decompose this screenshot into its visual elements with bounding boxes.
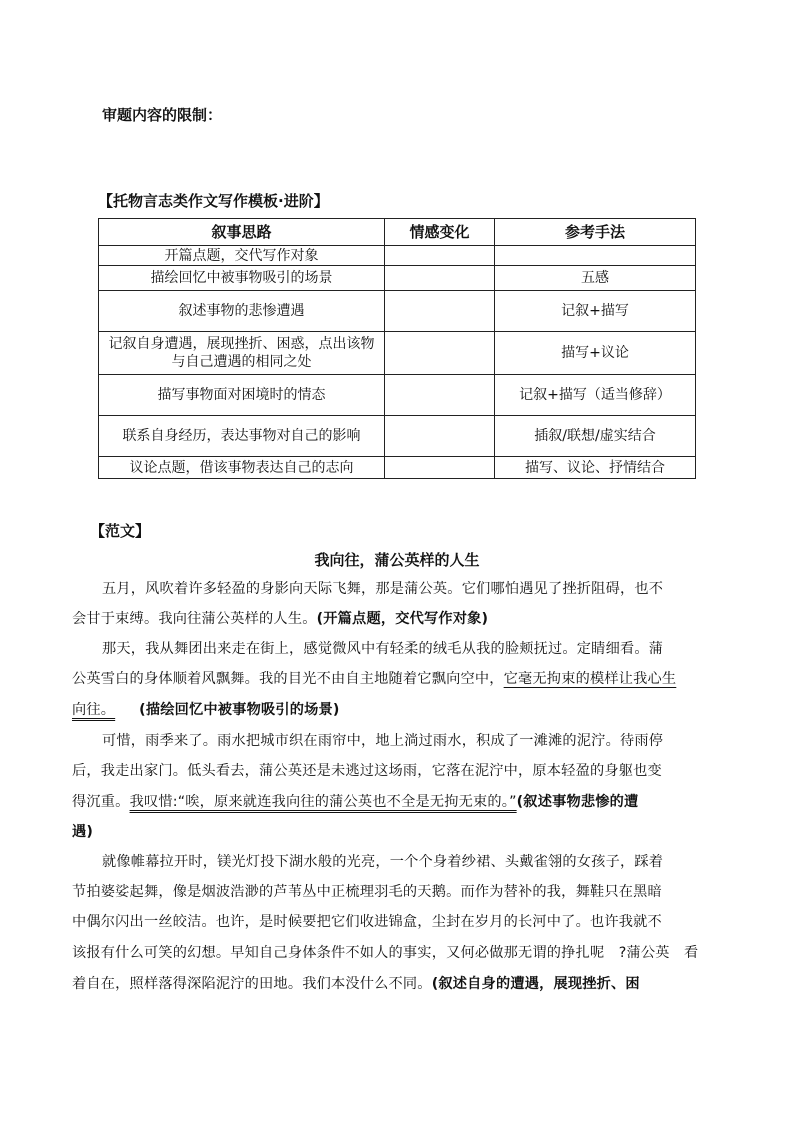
essay-line: [72, 608, 488, 628]
step-cell: 描绘回忆中被事物吸引的场景: [99, 266, 385, 291]
underlined-text: 向往。: [72, 702, 116, 718]
essay-text: 得沉重。: [72, 794, 130, 810]
example-heading: 【范文】: [90, 522, 151, 540]
table-row: [99, 375, 696, 416]
table-row: [99, 416, 696, 457]
method-cell: 记叙+描写（适当修辞）: [495, 375, 696, 416]
header-step: 叙事思路: [99, 219, 385, 246]
table-row: [99, 332, 696, 375]
method-cell: 五感: [495, 266, 696, 291]
header-emotion: 情感变化: [385, 219, 495, 246]
essay-title: 我向往，蒲公英样的人生: [314, 551, 480, 569]
table-row: [99, 246, 696, 266]
step-cell: 开篇点题，交代写作对象: [99, 246, 385, 266]
structure-note: (描绘回忆中被事物吸引的场景): [139, 702, 340, 718]
essay-line: 那天，我从舞团出来走在街上，感觉微风中有轻柔的绒毛从我的脸颊抚过。定睛细看。蒲: [102, 641, 664, 657]
template-table: [98, 218, 696, 479]
essay-line: [72, 699, 340, 719]
method-cell: 记叙+描写: [495, 291, 696, 332]
structure-note: (叙述事物悲惨的遭: [516, 794, 639, 810]
method-cell: [495, 246, 696, 266]
emotion-cell: [385, 375, 495, 416]
essay-line: 可惜，雨季来了。雨水把城市织在雨帘中，地上淌过雨水，积成了一滩滩的泥泞。待雨停: [102, 733, 664, 749]
structure-note: (叙述自身的遭遇，展现挫折、困: [431, 976, 640, 992]
method-cell: 描写+议论: [495, 332, 696, 375]
method-cell: 插叙/联想/虚实结合: [495, 416, 696, 457]
table-row: [99, 266, 696, 291]
limit-heading: 审题内容的限制：: [102, 106, 223, 124]
emotion-cell: [385, 291, 495, 332]
step-cell: 联系自身经历，表达事物对自己的影响: [99, 416, 385, 457]
essay-line: 该报有什么可笑的幻想。早知自己身体条件不如人的事实，又何必做那无谓的挣扎呢 ?蒲公英 看: [72, 945, 699, 961]
essay-line: [72, 668, 676, 688]
emotion-cell: [385, 266, 495, 291]
underlined-text: 我叹惜:“唉，原来就连我向往的蒲公英也不全是无拘无束的。”: [129, 794, 517, 810]
emotion-cell: [385, 332, 495, 375]
emotion-cell: [385, 416, 495, 457]
step-cell: 叙述事物的悲惨遭遇: [99, 291, 385, 332]
structure-note: 遇): [72, 824, 94, 840]
template-title: 【托物言志类作文写作模板·进阶】: [98, 192, 329, 210]
essay-line: [72, 791, 638, 811]
table-row: [99, 457, 696, 479]
step-cell: 议论点题，借该事物表达自己的志向: [99, 457, 385, 479]
table-header-row: [99, 219, 696, 246]
header-method: 参考手法: [495, 219, 696, 246]
essay-line: 就像帷幕拉开时，镁光灯投下湖水般的光亮，一个个身着纱裙、头戴雀翎的女孩子，踩着: [102, 854, 664, 870]
essay-text: 会甘于束缚。我向往蒲公英样的人生。: [72, 611, 317, 627]
step-cell: 记叙自身遭遇，展现挫折、困惑，点出该物与自己遭遇的相同之处: [99, 332, 385, 375]
essay-line: 后，我走出家门。低头看去，蒲公英还是未逃过这场雨，它落在泥泞中，原本轻盈的身躯也变: [72, 763, 662, 779]
essay-line: 节拍婆娑起舞，像是烟波浩渺的芦苇丛中正梳理羽毛的天鹅。而作为替补的我，舞鞋只在黑暗: [72, 884, 662, 900]
essay-line: 中偶尔闪出一丝皎洁。也许，是时候要把它们收进锦盒，尘封在岁月的长河中了。也许我就不: [72, 914, 662, 930]
underlined-text: 它毫无拘束的模样让我心生: [503, 671, 677, 687]
essay-text: 着自在，照样落得深陷泥泞的田地。我们本没什么不同。: [72, 976, 432, 992]
table-row: [99, 291, 696, 332]
step-cell: 描写事物面对困境时的情态: [99, 375, 385, 416]
essay-line: 五月，风吹着许多轻盈的身影向天际飞舞，那是蒲公英。它们哪怕遇见了挫折阻碍，也不: [102, 581, 664, 597]
structure-note: (开篇点题，交代写作对象): [316, 611, 489, 627]
emotion-cell: [385, 457, 495, 479]
emotion-cell: [385, 246, 495, 266]
essay-line: [72, 973, 640, 993]
method-cell: 描写、议论、抒情结合: [495, 457, 696, 479]
essay-text: 公英雪白的身体顺着风飘舞。我的目光不由自主地随着它飘向空中，: [72, 671, 504, 687]
